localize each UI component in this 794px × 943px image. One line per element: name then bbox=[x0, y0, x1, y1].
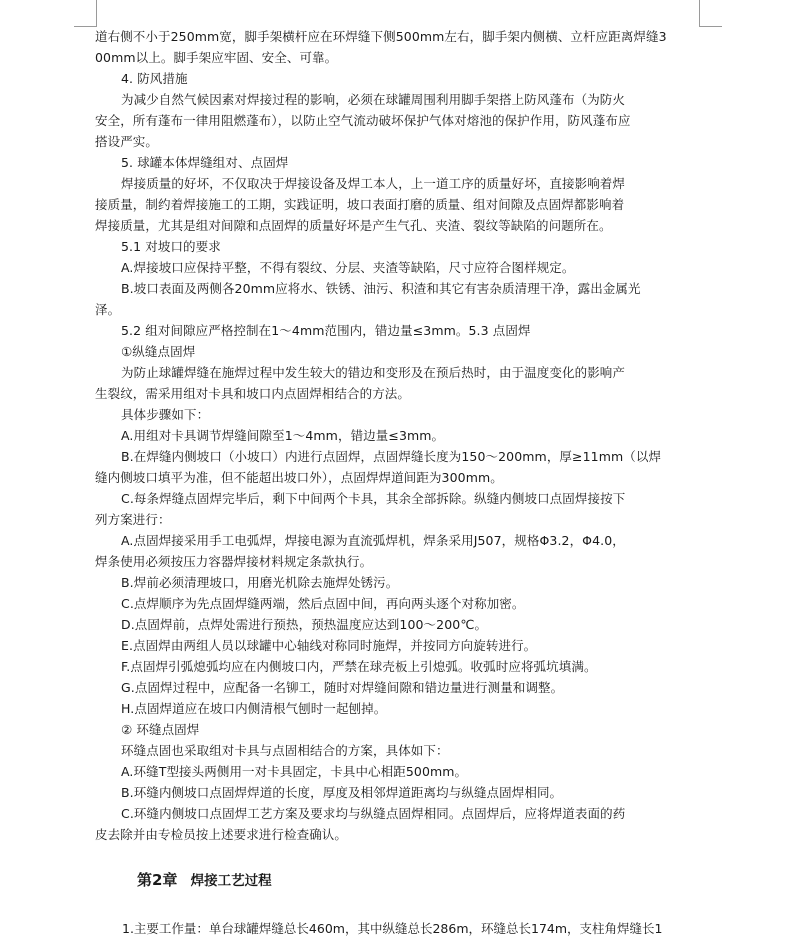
text-line: A.点固焊接采用手工电弧焊，焊接电源为直流弧焊机，焊条采用J507，规格Φ3.2，Φ4.0， bbox=[121, 533, 625, 548]
text-line: C.点焊顺序为先点固焊缝两端，然后点固中间，再向两头逐个对称加密。 bbox=[121, 596, 525, 611]
text-line: B.在焊缝内侧坡口（小坡口）内进行点固焊，点固焊缝长度为150～200mm，厚≥11mm（以焊 bbox=[121, 449, 662, 464]
text-line: 为减少自然气候因素对焊接过程的影响，必须在球罐周围利用脚手架搭上防风蓬布（为防火 bbox=[121, 92, 626, 107]
text-line: H.点固焊道应在坡口内侧清根气刨时一起刨掉。 bbox=[121, 701, 387, 716]
page-margin-corner-left bbox=[74, 0, 97, 27]
text-line: C.环缝内侧坡口点固焊工艺方案及要求均与纵缝点固焊相同。点固焊后，应将焊道表面的药 bbox=[121, 806, 626, 821]
text-line: 焊接质量的好坏，不仅取决于焊接设备及焊工本人，上一道工序的质量好坏，直接影响着焊 bbox=[121, 176, 626, 191]
chapter-heading bbox=[137, 869, 272, 890]
text-line: 焊条使用必须按压力容器焊接材料规定条款执行。 bbox=[95, 554, 373, 569]
text-line: 为防止球罐焊缝在施焊过程中发生较大的错边和变形及在预后热时，由于温度变化的影响产 bbox=[121, 365, 626, 380]
text-line: 5. 球罐本体焊缝组对、点固焊 bbox=[121, 155, 289, 170]
text-line: A.用组对卡具调节焊缝间隙至1～4mm，错边量≤3mm。 bbox=[121, 428, 445, 443]
text-line: 00mm以上。脚手架应牢固、安全、可靠。 bbox=[95, 50, 338, 65]
text-line: ①纵缝点固焊 bbox=[121, 344, 196, 359]
text-line: C.每条焊缝点固焊完毕后，剩下中间两个卡具，其余全部拆除。纵缝内侧坡口点固焊接按下 bbox=[121, 491, 626, 506]
text-line: ② 环缝点固焊 bbox=[121, 722, 200, 737]
text-line: 5.1 对坡口的要求 bbox=[121, 239, 221, 254]
body-text bbox=[95, 26, 695, 845]
text-line: D.点固焊前，点焊处需进行预热，预热温度应达到100～200℃。 bbox=[121, 617, 488, 632]
text-line: 泽。 bbox=[95, 302, 121, 317]
text-line: B.环缝内侧坡口点固焊焊道的长度，厚度及相邻焊道距离均与纵缝点固焊相同。 bbox=[121, 785, 563, 800]
text-line: F.点固焊引弧熄弧均应在内侧坡口内，严禁在球壳板上引熄弧。收弧时应将弧坑填满。 bbox=[121, 659, 597, 674]
chapter-number: 第2章 bbox=[137, 871, 178, 889]
text-line: B.焊前必须清理坡口，用磨光机除去施焊处锈污。 bbox=[121, 575, 399, 590]
text-line: 道右侧不小于250mm宽，脚手架横杆应在环焊缝下侧500mm左右，脚手架内侧横、立杆应距离焊缝3 bbox=[95, 29, 667, 44]
text-line: E.点固焊由两组人员以球罐中心轴线对称同时施焊，并按同方向旋转进行。 bbox=[121, 638, 537, 653]
text-line: 生裂纹，需采用组对卡具和坡口内点固焊相结合的方法。 bbox=[95, 386, 411, 401]
text-line: 缝内侧坡口填平为准，但不能超出坡口外），点固焊焊道间距为300mm。 bbox=[95, 470, 503, 485]
text-line: 具体步骤如下： bbox=[121, 407, 210, 422]
text-line: 5.2 组对间隙应严格控制在1～4mm范围内，错边量≤3mm。5.3 点固焊 bbox=[121, 323, 531, 338]
text-line: 焊接质量，尤其是组对间隙和点固焊的质量好坏是产生气孔、夹渣、裂纹等缺陷的问题所在。 bbox=[95, 218, 612, 233]
text-line: A.环缝T型接头两侧用一对卡具固定，卡具中心相距500mm。 bbox=[121, 764, 468, 779]
text-line: 环缝点固也采取组对卡具与点固相结合的方案，具体如下： bbox=[121, 743, 449, 758]
workload-paragraph: 1.主要工作量：单台球罐焊缝总长460m，其中纵缝总长286m，环缝总长174m，支柱角焊缝长1 bbox=[122, 921, 663, 936]
page-margin-corner-right bbox=[699, 0, 722, 27]
text-line: 列方案进行： bbox=[95, 512, 171, 527]
text-line: 安全，所有蓬布一律用阻燃蓬布），以防止空气流动破坏保护气体对熔池的保护作用，防风蓬布应 bbox=[95, 113, 631, 128]
text-line: A.焊接坡口应保持平整，不得有裂纹、分层、夹渣等缺陷，尺寸应符合图样规定。 bbox=[121, 260, 575, 275]
text-line: 接质量，制约着焊接施工的工期，实践证明，坡口表面打磨的质量、组对间隙及点固焊都影响着 bbox=[95, 197, 625, 212]
text-line: B.坡口表面及两侧各20mm应将水、铁锈、油污、积渣和其它有害杂质清理干净，露出金属光 bbox=[121, 281, 641, 296]
text-line: 4. 防风措施 bbox=[121, 71, 188, 86]
text-line: 皮去除并由专检员按上述要求进行检查确认。 bbox=[95, 827, 348, 842]
text-line: G.点固焊过程中，应配备一名铆工，随时对焊缝间隙和错边量进行测量和调整。 bbox=[121, 680, 564, 695]
text-line: 搭设严实。 bbox=[95, 134, 159, 149]
chapter-title: 焊接工艺过程 bbox=[190, 873, 272, 889]
